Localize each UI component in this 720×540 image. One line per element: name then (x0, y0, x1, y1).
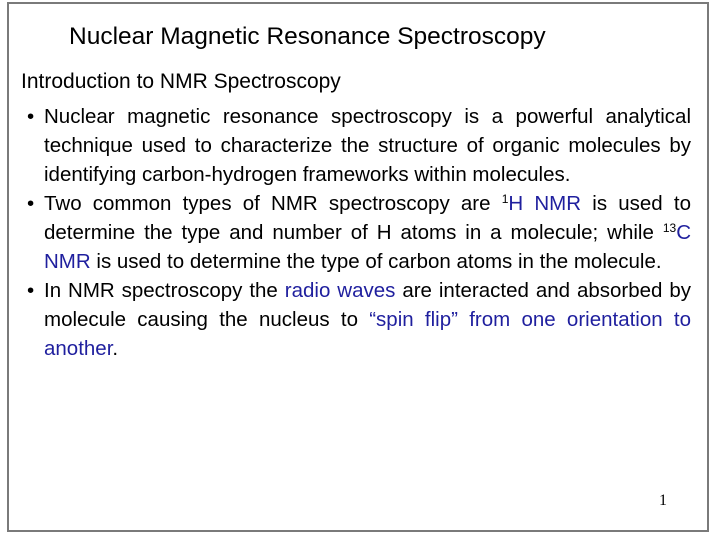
slide-title: Nuclear Magnetic Resonance Spectroscopy (69, 23, 546, 50)
slide (7, 2, 709, 532)
spin-flip-term: “spin flip” from one orientation to another (44, 308, 692, 360)
bullet-dot-icon: • (27, 192, 35, 215)
bullet-3-text-b: are interacted and absorbed by molecule causing the nucleus to (44, 279, 692, 331)
radio-waves-term: radio waves (284, 279, 396, 302)
c-nmr-term: C NMR (44, 221, 691, 273)
page-number: 1 (659, 492, 667, 509)
bullet-2-text-c: is used to determine the type of carbon atoms in the molecule. (90, 250, 662, 273)
bullet-list (19, 102, 691, 363)
slide-subtitle: Introduction to NMR Spectroscopy (21, 70, 341, 93)
bullet-dot-icon: • (27, 105, 35, 128)
bullet-3-text-a: In NMR spectroscopy the (44, 279, 285, 302)
bullet-item-3 (19, 276, 691, 363)
bullet-3-text-c: . (112, 337, 119, 360)
h-nmr-term: H NMR (508, 192, 582, 215)
bullet-2-text-a: Two common types of NMR spectroscopy are (44, 192, 502, 215)
superscript-1: 1 (501, 192, 509, 206)
superscript-13: 13 (662, 221, 677, 235)
bullet-text-1: Nuclear magnetic resonance spectroscopy is a powerful analytical technique used to characterize the structure of organic molecules by identifying carbon-hydrogen frameworks within molecules. (44, 105, 691, 186)
bullet-2-text-b: is used to determine the type and number of H atoms in a molecule; while (44, 192, 691, 244)
bullet-item-2 (19, 189, 691, 276)
bullet-item-1 (19, 102, 691, 189)
bullet-dot-icon: • (27, 279, 35, 302)
